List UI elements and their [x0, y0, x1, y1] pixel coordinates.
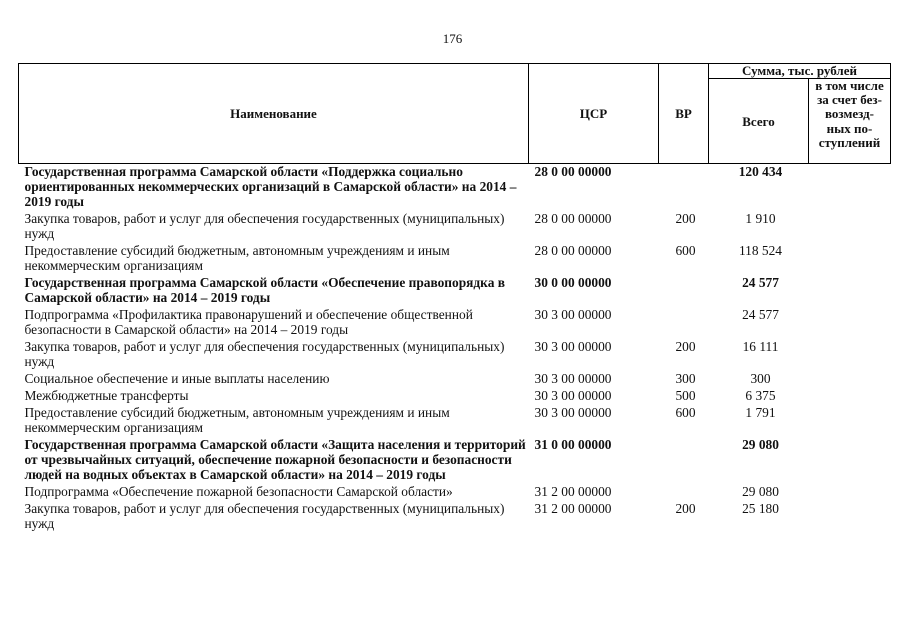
row-csr: 28 0 00 00000: [534, 243, 612, 258]
row-incl: [809, 484, 891, 501]
row-vr: [659, 437, 709, 484]
row-vr: [659, 307, 709, 339]
row-csr: 30 3 00 00000: [534, 339, 612, 354]
row-vr: [659, 484, 709, 501]
row-name: Государственная программа Самарской области «Поддержка социально ориентированных некоммерческих организаций в Самарской области» на 2014 – 2019 годы: [24, 164, 517, 209]
row-name: Подпрограмма «Профилактика правонарушений и обеспечение общественной безопасности в Самарской области» на 2014 – 2019 годы: [24, 307, 473, 337]
row-total: 24 577: [742, 275, 779, 290]
row-csr: 30 0 00 00000: [534, 275, 612, 290]
row-incl: [809, 211, 891, 243]
table-row: [19, 164, 891, 212]
row-name: Закупка товаров, работ и услуг для обеспечения государственных (муниципальных) нужд: [24, 501, 505, 531]
table-row: [19, 307, 891, 339]
header-name: Наименование: [19, 64, 529, 164]
header-including-line: в том числе: [815, 78, 884, 93]
row-csr: 31 0 00 00000: [534, 437, 612, 452]
row-vr: 600: [675, 243, 696, 258]
row-incl: [809, 339, 891, 371]
table-row: [19, 339, 891, 371]
header-including-line: ступлений: [818, 134, 881, 150]
row-total: 6 375: [745, 388, 776, 403]
row-csr: 31 2 00 00000: [534, 501, 612, 516]
table-row: [19, 275, 891, 307]
row-total: 1 910: [745, 211, 776, 226]
table-row: [19, 211, 891, 243]
row-csr: 30 3 00 00000: [534, 405, 612, 420]
row-vr: 200: [675, 339, 696, 354]
header-csr: ЦСР: [529, 64, 659, 164]
row-csr: 31 2 00 00000: [534, 484, 612, 499]
row-incl: [809, 243, 891, 275]
row-incl: [809, 307, 891, 339]
row-csr: 30 3 00 00000: [534, 388, 612, 403]
row-total: 300: [750, 371, 771, 386]
row-total: 118 524: [738, 243, 783, 258]
header-including: [809, 79, 891, 164]
row-name: Предоставление субсидий бюджетным, автономным учреждениям и иным некоммерческим организациям: [24, 405, 450, 435]
row-incl: [809, 437, 891, 484]
table-row: [19, 484, 891, 501]
page-number: 176: [442, 31, 463, 46]
row-vr: 200: [675, 211, 696, 226]
row-csr: 30 3 00 00000: [534, 307, 612, 322]
row-vr: 300: [675, 371, 696, 386]
header-including-line: возмезд-: [825, 106, 874, 122]
row-name: Государственная программа Самарской области «Обеспечение правопорядка в Самарской области» на 2014 – 2019 годы: [24, 275, 505, 305]
header-including-line: за счет без-: [817, 92, 882, 108]
row-incl: [809, 388, 891, 405]
row-csr: 28 0 00 00000: [534, 164, 612, 179]
table-row: [19, 388, 891, 405]
header-sum-group: Сумма, тыс. рублей: [709, 64, 891, 79]
row-incl: [809, 164, 891, 212]
row-total: 1 791: [745, 405, 776, 420]
header-including-line: ных по-: [826, 120, 873, 136]
table-row: [19, 501, 891, 533]
row-incl: [809, 405, 891, 437]
row-name: Закупка товаров, работ и услуг для обеспечения государственных (муниципальных) нужд: [24, 211, 505, 241]
row-total: 29 080: [742, 484, 779, 499]
row-total: 16 111: [742, 339, 779, 354]
row-incl: [809, 501, 891, 533]
table-row: [19, 437, 891, 484]
row-vr: 200: [675, 501, 696, 516]
row-vr: [659, 164, 709, 212]
row-name: Межбюджетные трансферты: [24, 388, 189, 403]
table-body: [19, 164, 891, 534]
row-vr: 500: [675, 388, 696, 403]
row-name: Государственная программа Самарской области «Защита населения и территорий от чрезвычайных ситуаций, обеспечение пожарной безопасности и безопасности людей на водных объектах в Самарской области» на 2014 – 2019 годы: [24, 437, 526, 482]
row-name: Подпрограмма «Обеспечение пожарной безопасности Самарской области»: [24, 484, 453, 499]
row-incl: [809, 371, 891, 388]
row-vr: [659, 275, 709, 307]
row-csr: 28 0 00 00000: [534, 211, 612, 226]
table-header: [19, 64, 891, 164]
row-name: Предоставление субсидий бюджетным, автономным учреждениям и иным некоммерческим организациям: [24, 243, 450, 273]
table-row: [19, 405, 891, 437]
header-total: Всего: [709, 79, 809, 164]
row-total: 120 434: [738, 164, 783, 179]
row-total: 29 080: [742, 437, 779, 452]
header-vr: ВР: [659, 64, 709, 164]
row-csr: 30 3 00 00000: [534, 371, 612, 386]
table-row: [19, 243, 891, 275]
table-row: [19, 371, 891, 388]
row-name: Закупка товаров, работ и услуг для обеспечения государственных (муниципальных) нужд: [24, 339, 505, 369]
row-name: Социальное обеспечение и иные выплаты населению: [24, 371, 330, 386]
row-vr: 600: [675, 405, 696, 420]
budget-table: [18, 63, 891, 533]
row-total: 24 577: [742, 307, 779, 322]
row-incl: [809, 275, 891, 307]
row-total: 25 180: [742, 501, 779, 516]
